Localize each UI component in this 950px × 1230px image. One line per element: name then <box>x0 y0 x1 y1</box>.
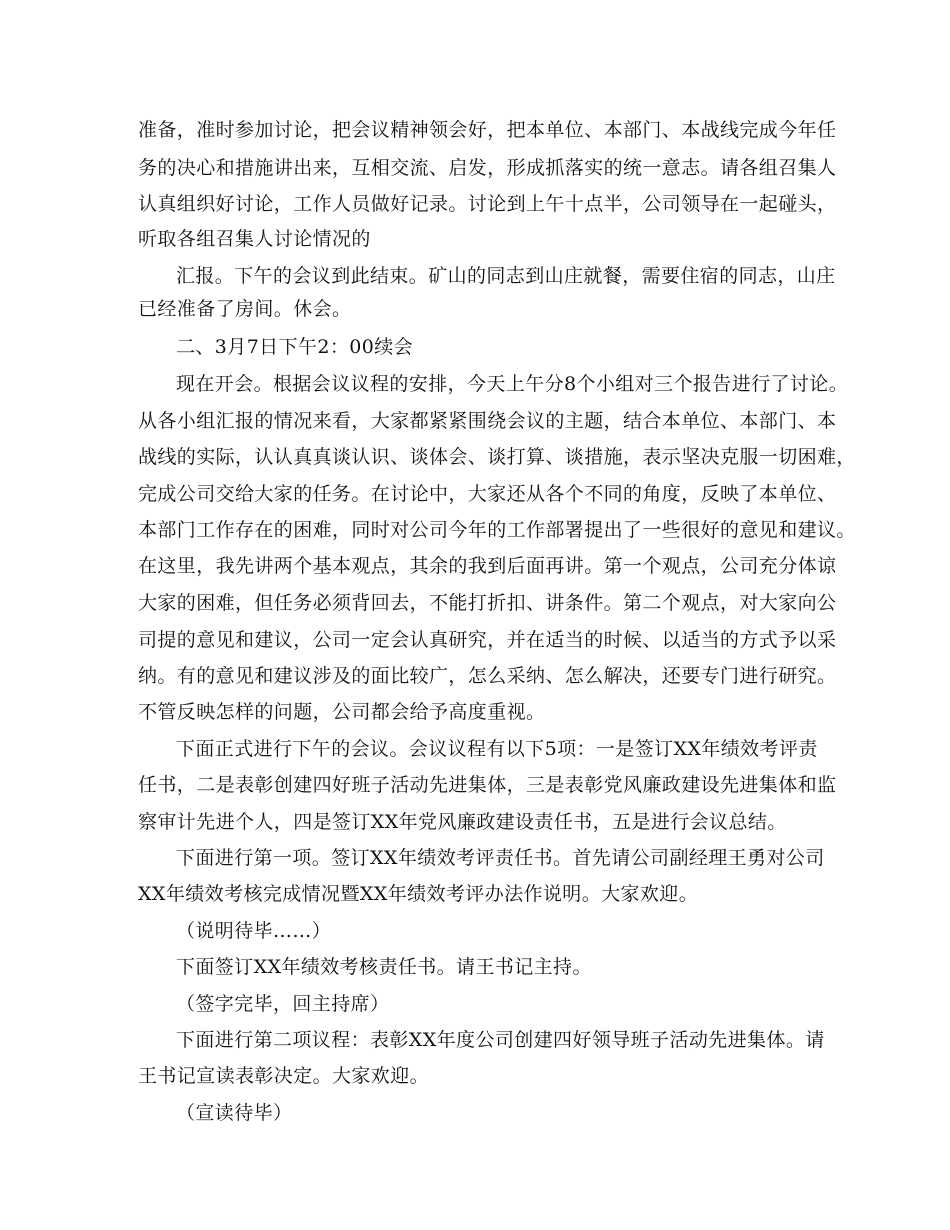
text-line: 察审计先进个人，四是签订XX年党风廉政建设责任书，五是进行会议总结。 <box>138 811 787 833</box>
paragraph-start-line: 下面签订XX年绩效考核责任书。请王书记主持。 <box>176 956 592 978</box>
paragraph-start-line: 汇报。下午的会议到此结束。矿山的同志到山庄就餐，需要住宿的同志，山庄 <box>176 265 836 287</box>
text-line: 本部门工作存在的困难，同时对公司今年的工作部署提出了一些很好的意见和建议。 <box>138 519 856 541</box>
stage-direction: （签字完毕，回主持席） <box>176 993 390 1015</box>
paragraph-start-line: 下面正式进行下午的会议。会议议程有以下5项：一是签订XX年绩效考评责 <box>176 738 818 760</box>
section-heading: 二、3月7日下午2：00续会 <box>176 336 414 358</box>
text-line: XX年绩效考核完成情况暨XX年绩效考评办法作说明。大家欢迎。 <box>138 883 699 905</box>
text-line: 从各小组汇报的情况来看，大家都紧紧围绕会议的主题，结合本单位、本部门、本 <box>138 410 837 432</box>
paragraph-start-line: 现在开会。根据会议议程的安排，今天上午分8个小组对三个报告进行了讨论。 <box>176 373 849 395</box>
text-line: 在这里，我先讲两个基本观点，其余的我到后面再讲。第一个观点，公司充分体谅 <box>138 555 837 577</box>
text-line: 准备，准时参加讨论，把会议精神领会好，把本单位、本部门、本战线完成今年任 <box>138 119 837 141</box>
text-line: 大家的困难，但任务必须背回去，不能打折扣、讲条件。第二个观点，对大家向公 <box>138 592 837 614</box>
text-line: 已经准备了房间。休会。 <box>138 298 352 320</box>
text-line: 完成公司交给大家的任务。在讨论中，大家还从各个不同的角度，反映了本单位、 <box>138 483 837 505</box>
text-line: 纳。有的意见和建议涉及的面比较广，怎么采纳、怎么解决，还要专门进行研究。 <box>138 665 837 687</box>
text-line: 司提的意见和建议，公司一定会认真研究，并在适当的时候、以适当的方式予以采 <box>138 629 837 651</box>
stage-direction: （宣读待毕） <box>176 1102 293 1124</box>
text-line: 不管反映怎样的问题，公司都会给予高度重视。 <box>138 701 546 723</box>
text-line: 王书记宣读表彰决定。大家欢迎。 <box>138 1065 430 1087</box>
stage-direction: （说明待毕……） <box>176 920 332 942</box>
paragraph-start-line: 下面进行第一项。签订XX年绩效考评责任书。首先请公司副经理王勇对公司 <box>176 847 825 869</box>
text-line: 听取各组召集人讨论情况的 <box>138 228 371 250</box>
text-line: 战线的实际，认认真真谈认识、谈体会、谈打算、谈措施，表示坚决克服一切困难， <box>138 446 856 468</box>
paragraph-start-line: 下面进行第二项议程：表彰XX年度公司创建四好领导班子活动先进集体。请 <box>176 1029 825 1051</box>
text-line: 认真组织好讨论，工作人员做好记录。讨论到上午十点半，公司领导在一起碰头， <box>138 193 837 215</box>
text-line: 任书，二是表彰创建四好班子活动先进集体，三是表彰党风廉政建设先进集体和监 <box>138 774 837 796</box>
text-line: 务的决心和措施讲出来，互相交流、启发，形成抓落实的统一意志。请各组召集人 <box>138 157 837 179</box>
